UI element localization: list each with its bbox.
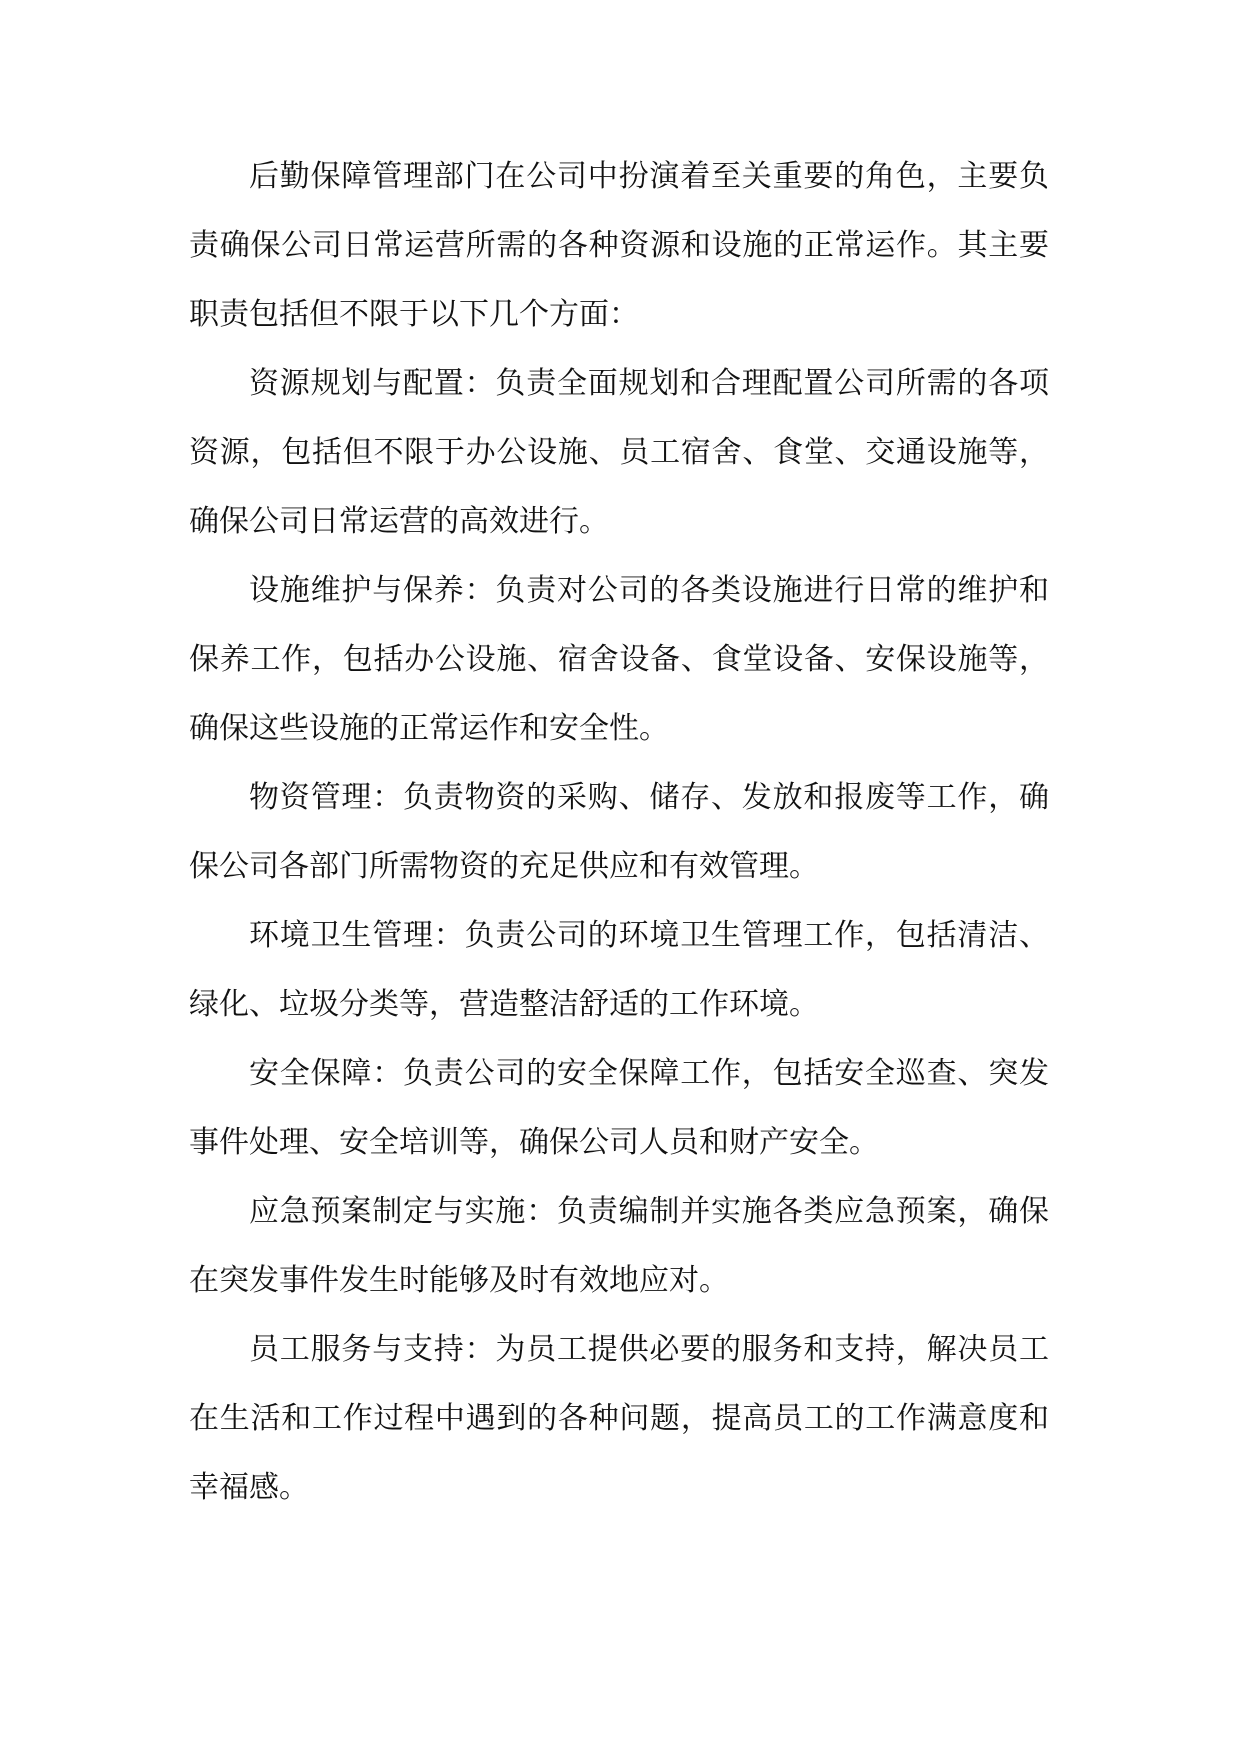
paragraph-intro: 后勤保障管理部门在公司中扮演着至关重要的角色，主要负责确保公司日常运营所需的各种资源和设施的正常运作。其主要职责包括但不限于以下几个方面： bbox=[189, 159, 1049, 332]
paragraph-facility-maintenance: 设施维护与保养：负责对公司的各类设施进行日常的维护和保养工作，包括办公设施、宿舍设备、食堂设备、安保设施等，确保这些设施的正常运作和安全性。 bbox=[189, 573, 1049, 746]
paragraph-environmental-hygiene: 环境卫生管理：负责公司的环境卫生管理工作，包括清洁、绿化、垃圾分类等，营造整洁舒适的工作环境。 bbox=[189, 918, 1049, 1022]
paragraph-employee-services: 员工服务与支持：为员工提供必要的服务和支持，解决员工在生活和工作过程中遇到的各种问题，提高员工的工作满意度和幸福感。 bbox=[189, 1332, 1049, 1505]
paragraph-materials-management: 物资管理：负责物资的采购、储存、发放和报废等工作，确保公司各部门所需物资的充足供应和有效管理。 bbox=[189, 780, 1049, 884]
paragraph-safety-security: 安全保障：负责公司的安全保障工作，包括安全巡查、突发事件处理、安全培训等，确保公司人员和财产安全。 bbox=[189, 1056, 1049, 1160]
document-body bbox=[189, 142, 1049, 1522]
paragraph-resource-planning: 资源规划与配置：负责全面规划和合理配置公司所需的各项资源，包括但不限于办公设施、员工宿舍、食堂、交通设施等，确保公司日常运营的高效进行。 bbox=[189, 366, 1049, 539]
paragraph-emergency-plans: 应急预案制定与实施：负责编制并实施各类应急预案，确保在突发事件发生时能够及时有效地应对。 bbox=[189, 1194, 1049, 1298]
